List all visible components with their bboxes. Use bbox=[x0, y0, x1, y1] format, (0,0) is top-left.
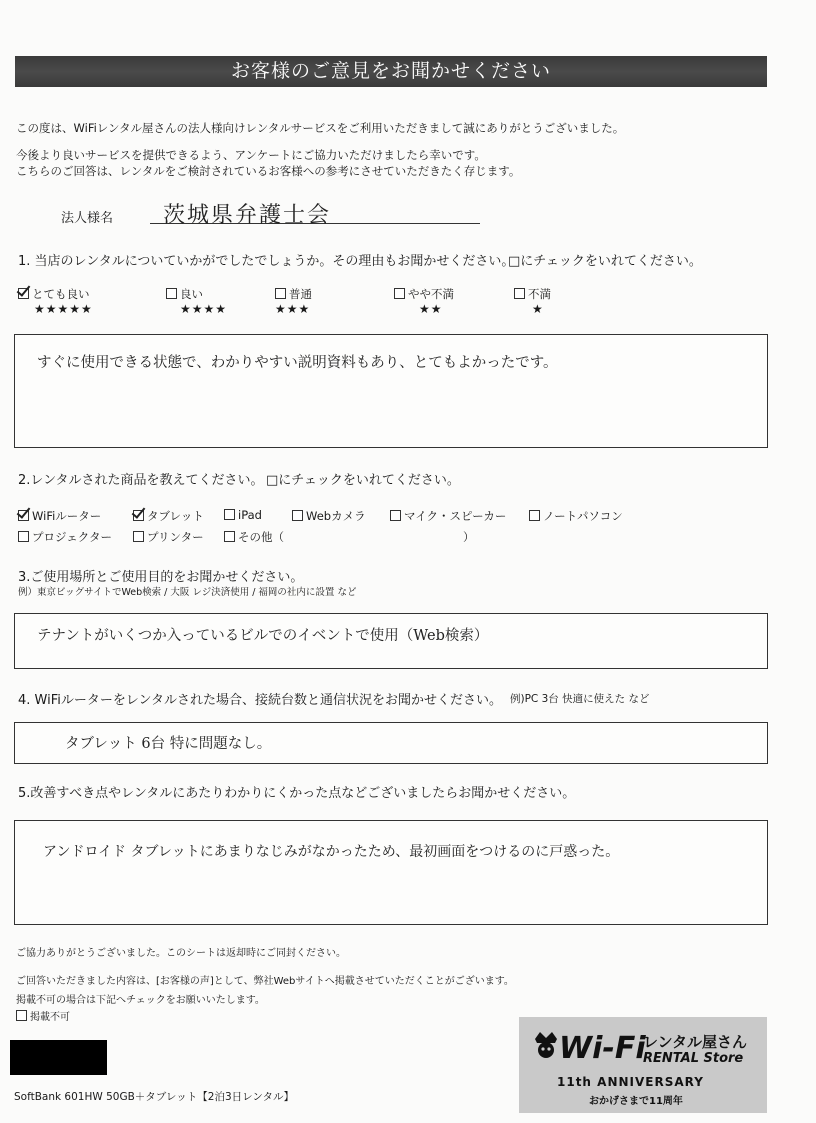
q2-option-ipad[interactable]: iPad bbox=[224, 508, 262, 522]
intro-line-3: こちらのご回答は、レンタルをご検討されているお客様への参考にさせていただきたく存じます。 bbox=[16, 164, 521, 178]
logo-anniversary: 11th ANNIVERSARY bbox=[557, 1075, 704, 1089]
logo-brand: Wi-Fi bbox=[559, 1031, 646, 1066]
company-name-handwritten[interactable]: 茨城県弁護士会 bbox=[163, 203, 332, 228]
q1-stars-5: ★★★★★ bbox=[34, 302, 93, 316]
q2-option-laptop[interactable]: ノートパソコン bbox=[529, 508, 623, 524]
q1-stars-3: ★★★ bbox=[275, 302, 311, 316]
q2-hint: □にチェックをいれてください。 bbox=[266, 473, 460, 488]
intro-line-1: この度は、WiFiレンタル屋さんの法人様向けレンタルサービスをご利用いただきまして誠にありがとうございました。 bbox=[16, 121, 625, 135]
q1-answer-box[interactable] bbox=[14, 334, 768, 448]
footer-thanks: ご協力ありがとうございました。このシートは返却時にご同封ください。 bbox=[16, 948, 346, 959]
checkbox-icon[interactable] bbox=[394, 288, 405, 299]
q2-option-projector[interactable]: プロジェクター bbox=[18, 529, 112, 545]
q1-stars-1: ★ bbox=[532, 302, 544, 316]
q5-answer-handwritten: アンドロイド タブレットにあまりなじみがなかったため、最初画面をつけるのに戸惑った。 bbox=[43, 844, 620, 860]
q4-example: 例)PC 3台 快適に使えた など bbox=[510, 693, 650, 705]
checkbox-icon[interactable] bbox=[514, 288, 525, 299]
q4-question: 4. WiFiルーターをレンタルされた場合、接続台数と通信状況をお聞かせください。 bbox=[18, 693, 503, 708]
q2-option-printer[interactable]: プリンター bbox=[133, 529, 204, 545]
checkbox-icon[interactable] bbox=[224, 509, 235, 520]
checkbox-checked-icon[interactable] bbox=[18, 288, 29, 299]
q4-answer-handwritten: タブレット 6台 特に問題なし。 bbox=[65, 736, 272, 752]
q4-answer-box[interactable] bbox=[14, 722, 768, 764]
q1-option-unsatisfied[interactable]: 不満 bbox=[514, 286, 551, 302]
redacted-block bbox=[10, 1040, 107, 1075]
checkbox-icon[interactable] bbox=[18, 531, 29, 542]
q1-answer-handwritten: すぐに使用できる状態で、わかりやすい説明資料もあり、とてもよかったです。 bbox=[37, 355, 558, 371]
q1-option-average[interactable]: 普通 bbox=[275, 286, 312, 302]
q2-question: 2.レンタルされた商品を教えてください。 bbox=[18, 473, 264, 488]
q2-other-close: ） bbox=[463, 530, 475, 544]
q1-hint: □にチェックをいれてください。 bbox=[508, 254, 702, 269]
checkbox-icon[interactable] bbox=[16, 1010, 27, 1021]
q1-option-good[interactable]: 良い bbox=[166, 286, 203, 302]
q2-option-mic-speaker[interactable]: マイク・スピーカー bbox=[390, 508, 506, 524]
q2-option-tablet[interactable]: タブレット bbox=[133, 508, 204, 524]
q1-option-very-good[interactable]: とても良い bbox=[18, 286, 90, 302]
intro-line-2: 今後より良いサービスを提供できるよう、アンケートにご協力いただけましたら幸いです。 bbox=[16, 148, 486, 162]
checkbox-checked-icon[interactable] bbox=[18, 510, 29, 521]
logo-thanks: おかげさまで11周年 bbox=[589, 1096, 683, 1107]
q1-stars-2: ★★ bbox=[419, 302, 443, 316]
footer-notice-2: 掲載不可の場合は下記へチェックをお願いいたします。 bbox=[16, 995, 265, 1006]
logo-sub: レンタル屋さん bbox=[643, 1033, 748, 1051]
checkbox-icon[interactable] bbox=[390, 510, 401, 521]
no-publish-option[interactable]: 掲載不可 bbox=[16, 1008, 70, 1023]
company-label: 法人様名 bbox=[61, 211, 114, 226]
page-title: お客様のご意見をお聞かせください bbox=[15, 56, 767, 87]
q5-answer-box[interactable] bbox=[14, 820, 768, 925]
q1-option-somewhat-unsatisfied[interactable]: やや不満 bbox=[394, 286, 454, 302]
checkbox-icon[interactable] bbox=[133, 531, 144, 542]
logo-rental-store: RENTAL Store bbox=[643, 1051, 744, 1066]
product-info: SoftBank 601HW 50GB＋タブレット【2泊3日レンタル】 bbox=[14, 1091, 294, 1103]
q3-example: 例）東京ビッグサイトでWeb検索 / 大阪 レジ決済使用 / 福岡の社内に設置 など bbox=[18, 587, 357, 598]
q1-question: 1. 当店のレンタルについていかがでしたでしょうか。その理由もお聞かせください。 bbox=[18, 254, 515, 269]
checkbox-icon[interactable] bbox=[292, 510, 303, 521]
q5-question: 5.改善すべき点やレンタルにあたりわかりにくかった点などございましたらお聞かせください。 bbox=[18, 786, 576, 801]
q2-option-webcam[interactable]: Webカメラ bbox=[292, 508, 366, 524]
crown-mascot-icon bbox=[533, 1029, 559, 1059]
checkbox-icon[interactable] bbox=[166, 288, 177, 299]
footer-notice-1: ご回答いただきました内容は、[お客様の声]として、弊社Webサイトへ掲載させていただくことがございます。 bbox=[16, 976, 514, 987]
q2-option-wifi-router[interactable]: WiFiルーター bbox=[18, 508, 101, 524]
checkbox-icon[interactable] bbox=[529, 510, 540, 521]
checkbox-checked-icon[interactable] bbox=[133, 510, 144, 521]
q1-stars-4: ★★★★ bbox=[180, 302, 228, 316]
q3-answer-handwritten: テナントがいくつか入っているビルでのイベントで使用（Web検索） bbox=[37, 628, 489, 644]
q3-question: 3.ご使用場所とご使用目的をお聞かせください。 bbox=[18, 570, 304, 585]
q3-answer-box[interactable] bbox=[14, 613, 768, 669]
checkbox-icon[interactable] bbox=[224, 531, 235, 542]
company-logo bbox=[519, 1017, 767, 1113]
q2-option-other[interactable]: その他（ bbox=[224, 529, 284, 545]
checkbox-icon[interactable] bbox=[275, 288, 286, 299]
